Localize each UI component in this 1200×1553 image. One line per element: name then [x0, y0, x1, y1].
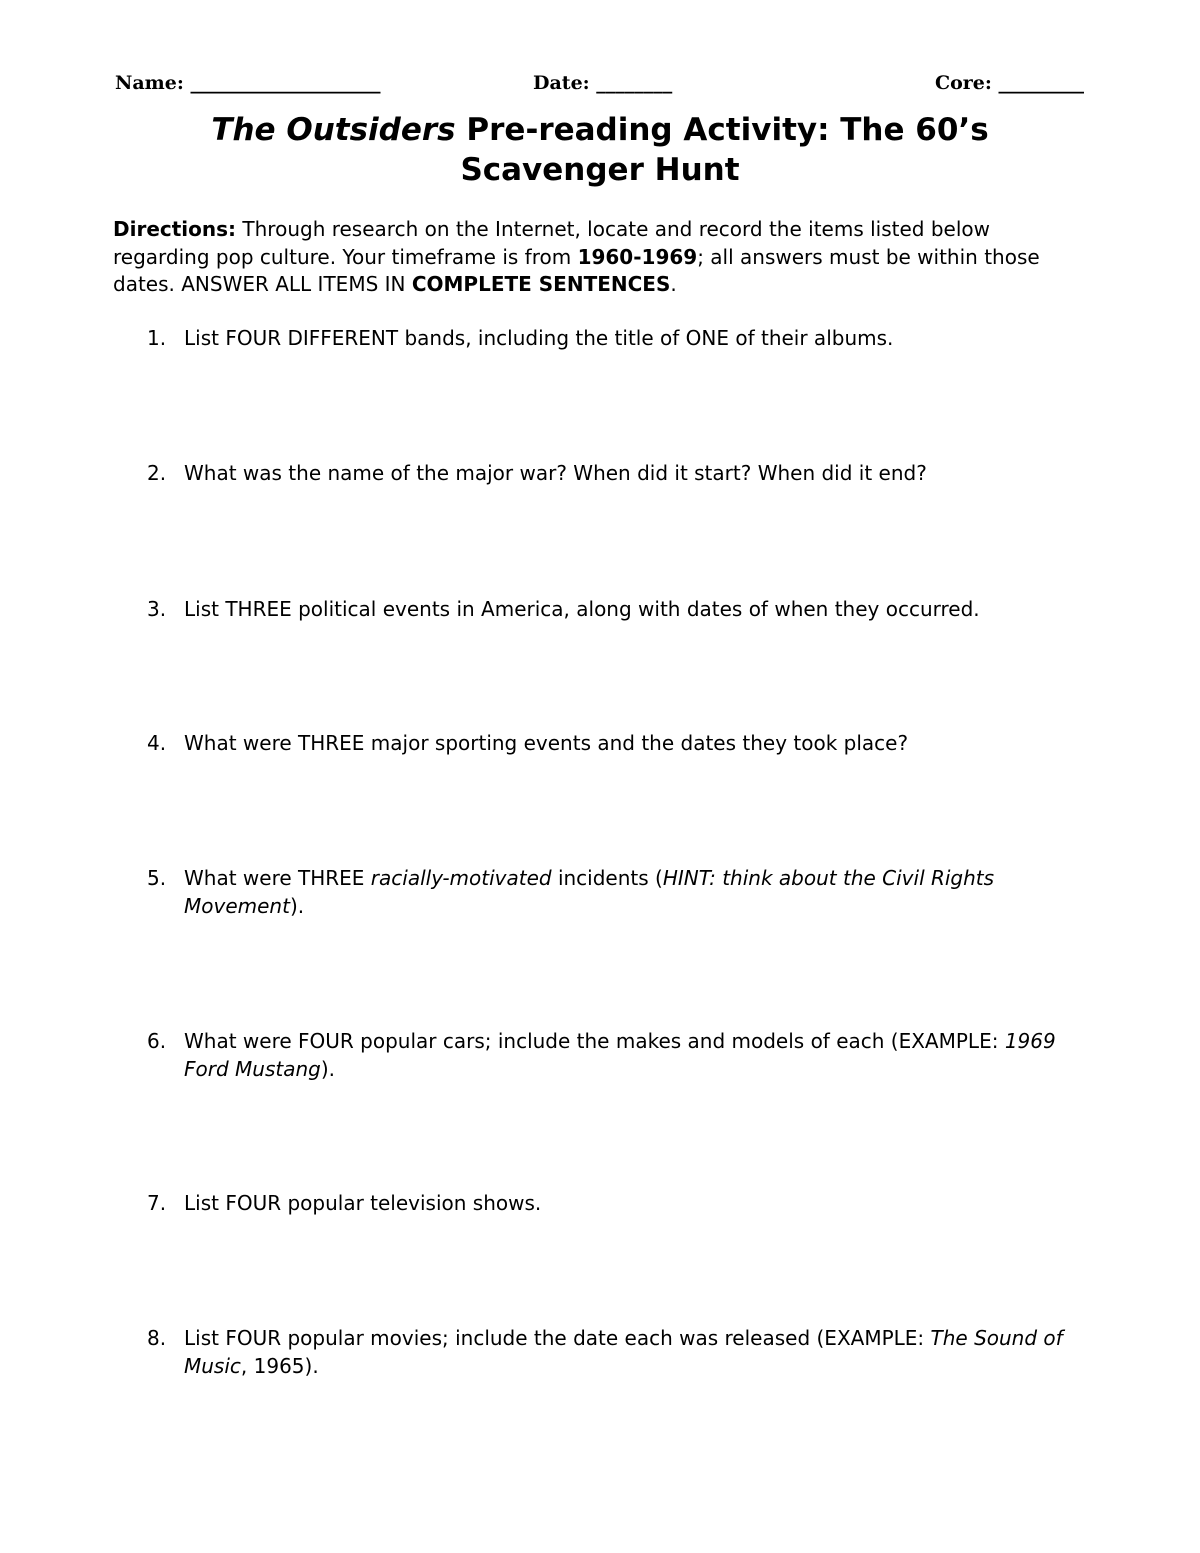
question-text-italic: racially-motivated	[370, 866, 552, 890]
question-text-part: incidents (	[551, 866, 663, 890]
directions-emphasis: COMPLETE SENTENCES	[411, 272, 671, 296]
directions-text-3: .	[670, 272, 677, 296]
name-field[interactable]	[115, 72, 381, 94]
question-text	[184, 1325, 1070, 1380]
question-item	[140, 1190, 1070, 1218]
date-blank[interactable]: ________	[596, 72, 673, 94]
directions-text-2: ; all answers must be within those dates. ANSWER ALL ITEMS IN	[113, 244, 1040, 296]
question-text	[184, 865, 1070, 920]
question-text	[184, 1028, 1070, 1083]
name-label: Name:	[115, 72, 184, 94]
directions-paragraph	[113, 216, 1073, 299]
question-number: 7.	[147, 1191, 167, 1215]
directions-years: 1960-1969	[577, 244, 698, 269]
core-label: Core:	[935, 72, 992, 94]
title-line-2: Scavenger Hunt	[460, 152, 740, 188]
question-number: 8.	[147, 1326, 167, 1350]
name-blank[interactable]: ____________________	[190, 72, 381, 94]
question-text-part: List FOUR popular movies; include the date each was released (EXAMPLE:	[184, 1326, 931, 1350]
question-text-part: What were THREE	[184, 866, 371, 890]
directions-text-1: Through research on the Internet, locate and record the items listed below regarding pop culture. Your timeframe is from	[113, 217, 990, 269]
question-number: 2.	[147, 461, 167, 485]
title-line-1-rest: Pre-reading Activity: The 60’s	[455, 112, 989, 148]
question-item	[140, 596, 1070, 624]
title-line-1	[100, 110, 1100, 150]
question-text-part: What were FOUR popular cars; include the makes and models of each (EXAMPLE:	[184, 1029, 1005, 1053]
question-text-part: ).	[289, 893, 305, 918]
question-number: 3.	[147, 597, 167, 621]
question-number: 4.	[147, 731, 167, 755]
question-item	[140, 1325, 1070, 1380]
question-example: 1969 Ford Mustang	[184, 1029, 1056, 1081]
core-blank[interactable]: _________	[998, 72, 1085, 94]
question-text-part: ).	[320, 1056, 336, 1081]
question-text-part: , 1965).	[240, 1353, 319, 1378]
question-item	[140, 460, 1070, 488]
question-text: List FOUR DIFFERENT bands, including the title of ONE of their albums.	[184, 326, 894, 350]
question-text: What was the name of the major war? When did it start? When did it end?	[184, 461, 927, 485]
question-item	[140, 865, 1070, 920]
page-title	[100, 110, 1100, 190]
question-text: What were THREE major sporting events and the dates they took place?	[184, 731, 909, 755]
core-field[interactable]	[935, 72, 1084, 94]
question-item	[140, 1028, 1070, 1083]
question-text: List FOUR popular television shows.	[184, 1191, 542, 1215]
question-hint: HINT: think about the Civil Rights Movement	[184, 866, 995, 918]
question-number: 6.	[147, 1029, 167, 1053]
question-number: 1.	[147, 326, 167, 350]
directions-label: Directions:	[113, 217, 237, 241]
question-text: List THREE political events in America, along with dates of when they occurred.	[184, 597, 980, 621]
question-example: The Sound of Music	[184, 1326, 1063, 1378]
date-label: Date:	[533, 72, 590, 94]
question-item	[140, 730, 1070, 758]
title-book-name: The Outsiders	[211, 112, 456, 148]
question-number: 5.	[147, 866, 167, 890]
question-item	[140, 325, 1070, 353]
date-field[interactable]	[533, 72, 672, 94]
